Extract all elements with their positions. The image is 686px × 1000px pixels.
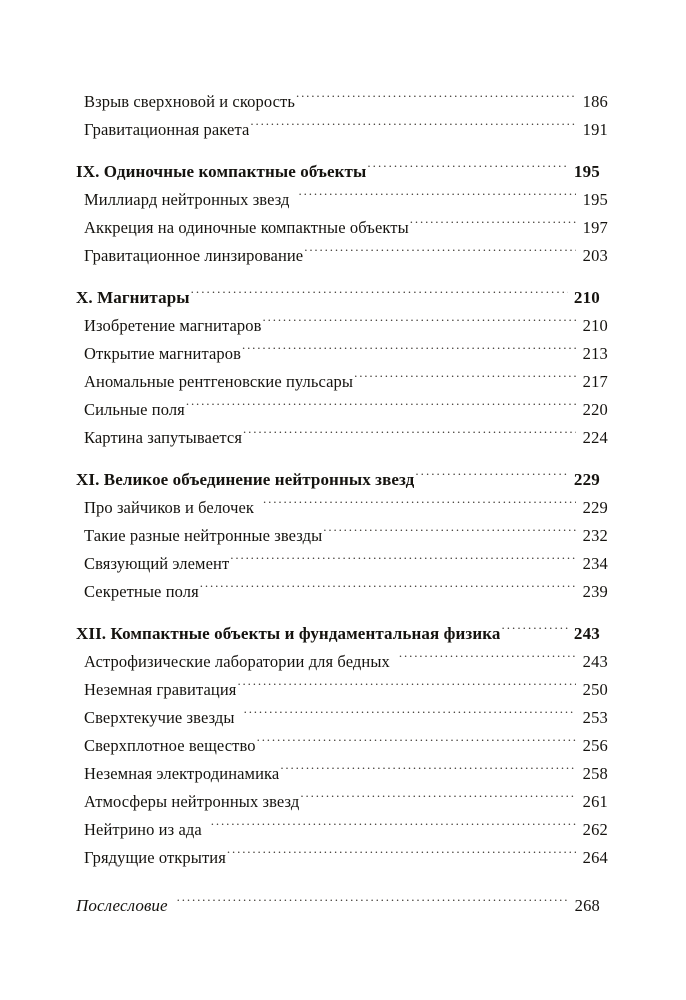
toc-entry-title: Неземная электродинамика [84, 764, 280, 783]
toc-dot-leader [211, 819, 576, 835]
toc-entry-row[interactable] [84, 732, 608, 760]
toc-dot-leader [263, 315, 576, 331]
toc-entry-title: Взрыв сверхновой и скорость [84, 92, 295, 111]
toc-entry-title: Связующий элемент [84, 554, 230, 573]
toc-entry-row[interactable] [84, 578, 608, 606]
toc-entry-row[interactable] [84, 676, 608, 704]
toc-entry-row[interactable] [84, 116, 608, 144]
toc-page-number: 243 [573, 624, 600, 643]
toc-entry-title: Гравитационное линзирование [84, 246, 304, 265]
toc-page-number: 262 [582, 820, 608, 839]
toc-entry-row[interactable] [84, 368, 608, 396]
toc-dot-leader [177, 895, 568, 911]
toc-dot-leader [243, 427, 576, 443]
toc-dot-leader [237, 679, 576, 695]
toc-entry-title: Сильные поля [84, 400, 185, 419]
toc-dot-leader [367, 161, 568, 177]
toc-entry-title: Атмосферы нейтронных звезд [84, 792, 300, 811]
toc-page-number: 264 [582, 848, 608, 867]
toc-entry-row[interactable] [84, 396, 608, 424]
toc-entry-row[interactable] [84, 844, 608, 872]
toc-dot-leader [230, 553, 576, 569]
toc-dot-leader [257, 735, 576, 751]
toc-page-number: 250 [582, 680, 608, 699]
toc-dot-leader [191, 287, 568, 303]
toc-entry-row[interactable] [84, 88, 608, 116]
toc-entry-title: Астрофизические лаборатории для бедных [84, 652, 390, 671]
toc-entry-title: Гравитационная ракета [84, 120, 250, 139]
toc-entry-title: Грядущие открытия [84, 848, 226, 867]
toc-entry-row[interactable] [84, 494, 608, 522]
toc-dot-leader [410, 217, 576, 233]
toc-chapter-row[interactable] [76, 620, 600, 648]
toc-entry-title: Открытие магнитаров [84, 344, 241, 363]
toc-dot-leader [304, 245, 576, 261]
toc-dot-leader [280, 763, 576, 779]
toc-dot-leader [242, 343, 576, 359]
toc-entry-title: Сверхплотное вещество [84, 736, 256, 755]
toc-dot-leader [263, 497, 576, 513]
toc-chapter-row[interactable] [76, 284, 600, 312]
toc-entry-row[interactable] [84, 214, 608, 242]
toc-page-number: 186 [582, 92, 608, 111]
toc-dot-leader [227, 847, 576, 863]
toc-dot-leader [323, 525, 576, 541]
toc-dot-leader [296, 91, 576, 107]
toc-page-number: 224 [582, 428, 608, 447]
toc-entry-title: Нейтрино из ада [84, 820, 202, 839]
toc-dot-leader [399, 651, 576, 667]
toc-page-number: 191 [582, 120, 608, 139]
toc-dot-leader [300, 791, 576, 807]
toc-appendix-row[interactable] [76, 892, 600, 920]
toc-dot-leader [415, 469, 568, 485]
toc-page-number: 220 [582, 400, 608, 419]
toc-page-number: 234 [582, 554, 608, 573]
toc-entry-title: Картина запутывается [84, 428, 243, 447]
toc-entry-title: Аккреция на одиночные компактные объекты [84, 218, 409, 237]
toc-page-number: 258 [582, 764, 608, 783]
toc-entry-row[interactable] [84, 760, 608, 788]
toc-entry-row[interactable] [84, 788, 608, 816]
toc-chapter-row[interactable] [76, 466, 600, 494]
toc-entry-row[interactable] [84, 242, 608, 270]
toc-entry-row[interactable] [84, 648, 608, 676]
toc-dot-leader [244, 707, 576, 723]
toc-entry-title: X. Магнитары [76, 288, 190, 307]
toc-dot-leader [501, 623, 568, 639]
toc-page-number: 229 [573, 470, 600, 489]
toc-page-number: 210 [573, 288, 600, 307]
toc-entry-title: IX. Одиночные компактные объекты [76, 162, 367, 181]
toc-entry-title: Аномальные рентгеновские пульсары [84, 372, 354, 391]
toc-entry-row[interactable] [84, 550, 608, 578]
toc-chapter-row[interactable] [76, 158, 600, 186]
toc-page-number: 256 [582, 736, 608, 755]
toc-dot-leader [200, 581, 576, 597]
toc-entry-row[interactable] [84, 522, 608, 550]
toc-entry-title: Такие разные нейтронные звезды [84, 526, 323, 545]
toc-entry-row[interactable] [84, 340, 608, 368]
toc-dot-leader [250, 119, 576, 135]
toc-dot-leader [354, 371, 576, 387]
toc-page-number: 253 [582, 708, 608, 727]
toc-entry-row[interactable] [84, 186, 608, 214]
toc-page-number: 232 [582, 526, 608, 545]
toc-entry-row[interactable] [84, 424, 608, 452]
toc-page-number: 261 [582, 792, 608, 811]
toc-entry-row[interactable] [84, 704, 608, 732]
toc-page-number: 197 [582, 218, 608, 237]
toc-entry-title: Послесловие [76, 896, 168, 915]
toc-entry-title: Миллиард нейтронных звезд [84, 190, 290, 209]
toc-page-number: 195 [582, 190, 608, 209]
toc-entry-title: XII. Компактные объекты и фундаментальная физика [76, 624, 501, 643]
toc-dot-leader [186, 399, 576, 415]
toc-entry-title: Изобретение магнитаров [84, 316, 262, 335]
toc-page-number: 268 [574, 896, 600, 915]
toc-entry-title: Секретные поля [84, 582, 199, 601]
toc-entry-title: Сверхтекучие звезды [84, 708, 235, 727]
toc-entry-row[interactable] [84, 312, 608, 340]
toc-entry-title: XI. Великое объединение нейтронных звезд [76, 470, 415, 489]
toc-entry-title: Про зайчиков и белочек [84, 498, 255, 517]
toc-page-number: 203 [582, 246, 608, 265]
toc-page-number: 243 [582, 652, 608, 671]
toc-dot-leader [299, 189, 576, 205]
toc-page-number: 210 [582, 316, 608, 335]
toc-page-number: 213 [582, 344, 608, 363]
toc-page-number: 217 [582, 372, 608, 391]
toc-page-number: 239 [582, 582, 608, 601]
toc-page-number: 195 [573, 162, 600, 181]
toc-entry-row[interactable] [84, 816, 608, 844]
table-of-contents-list [76, 88, 608, 920]
toc-entry-title: Неземная гравитация [84, 680, 237, 699]
toc-page-number: 229 [582, 498, 608, 517]
